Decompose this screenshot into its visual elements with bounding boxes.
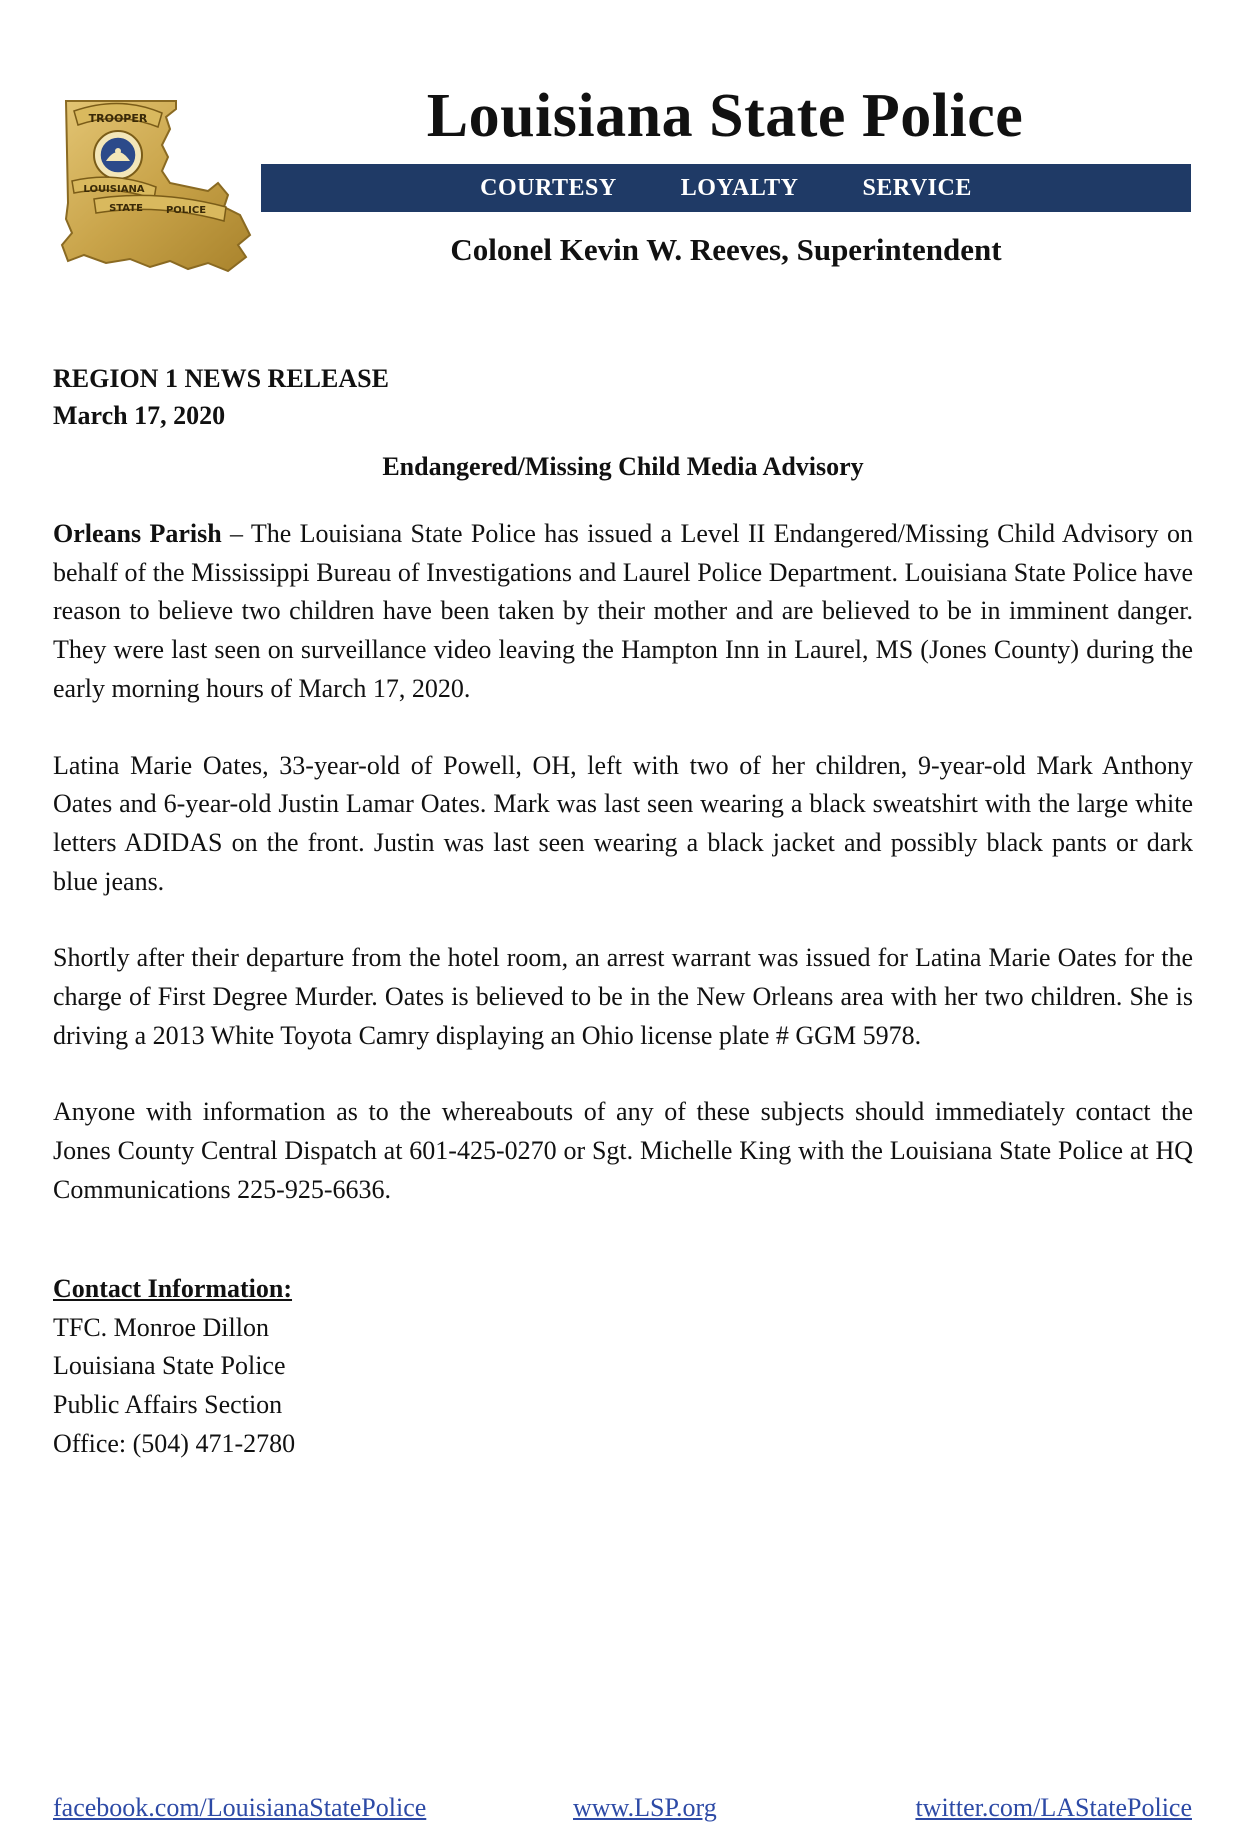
motto-service: SERVICE	[862, 174, 972, 201]
paragraph-lead	[53, 515, 1193, 709]
advisory-headline: Endangered/Missing Child Media Advisory	[382, 452, 864, 481]
contact-agency: Louisiana State Police	[53, 1351, 286, 1381]
facebook-link[interactable]: facebook.com/LouisianaStatePolice	[53, 1793, 427, 1822]
release-label: REGION 1 NEWS RELEASE	[53, 364, 389, 393]
contact-block	[53, 1270, 295, 1464]
motto-band	[261, 164, 1191, 212]
twitter-link[interactable]: twitter.com/LAStatePolice	[915, 1793, 1192, 1822]
paragraph-subjects: Latina Marie Oates, 33-year-old of Powell, OH, left with two of her children, 9-year-old Mark Anthony Oates and 6-year-old Justin Lamar Oates. Mark was last seen wearing a black sweatshirt with the large white letters ADIDAS on the front. Justin was last seen wearing a black jacket and possibly black pants or dark blue jeans.	[53, 750, 1193, 896]
release-body	[53, 515, 1193, 1248]
motto-courtesy: COURTESY	[480, 174, 617, 201]
website-link[interactable]: www.LSP.org	[573, 1793, 717, 1822]
contact-heading: Contact Information:	[53, 1274, 293, 1303]
contact-name: TFC. Monroe Dillon	[53, 1312, 269, 1342]
state-police-badge-logo	[58, 95, 258, 275]
superintendent-line: Colonel Kevin W. Reeves, Superintendent	[450, 232, 1002, 267]
badge-middle-text: LOUISIANA	[83, 184, 145, 195]
badge-top-text: TROOPER	[88, 112, 148, 125]
contact-section: Public Affairs Section	[53, 1390, 283, 1420]
contact-office-phone: Office: (504) 471-2780	[53, 1428, 296, 1458]
badge-bottom-right-text: POLICE	[165, 205, 207, 216]
agency-title: Louisiana State Police	[426, 82, 1024, 150]
badge-bottom-left-text: STATE	[109, 203, 143, 214]
paragraph-contact-request: Anyone with information as to the whereabouts of any of these subjects should immediately contact the Jones County Central Dispatch at 601-425-0270 or Sgt. Michelle King with the Louisiana State Police at HQ Communications 225-925-6636.	[53, 1097, 1193, 1204]
lead-location: Orleans Parish	[53, 519, 222, 548]
lead-text: – The Louisiana State Police has issued a Level II Endangered/Missing Child Advisory on behalf of the Mississippi Bureau of Investigations and Laurel Police Department. Louisiana State Police have reason to believe two children have been taken by their mother and are believed to be in imminent danger. They were last seen on surveillance video leaving the Hampton Inn in Laurel, MS (Jones County) during the early morning hours of March 17, 2020.	[53, 519, 1193, 703]
paragraph-warrant: Shortly after their departure from the hotel room, an arrest warrant was issued for Latina Marie Oates for the charge of First Degree Murder. Oates is believed to be in the New Orleans area with her two children. She is driving a 2013 White Toyota Camry displaying an Ohio license plate # GGM 5978.	[53, 943, 1193, 1050]
release-date: March 17, 2020	[53, 401, 226, 430]
motto-loyalty: LOYALTY	[680, 174, 799, 201]
